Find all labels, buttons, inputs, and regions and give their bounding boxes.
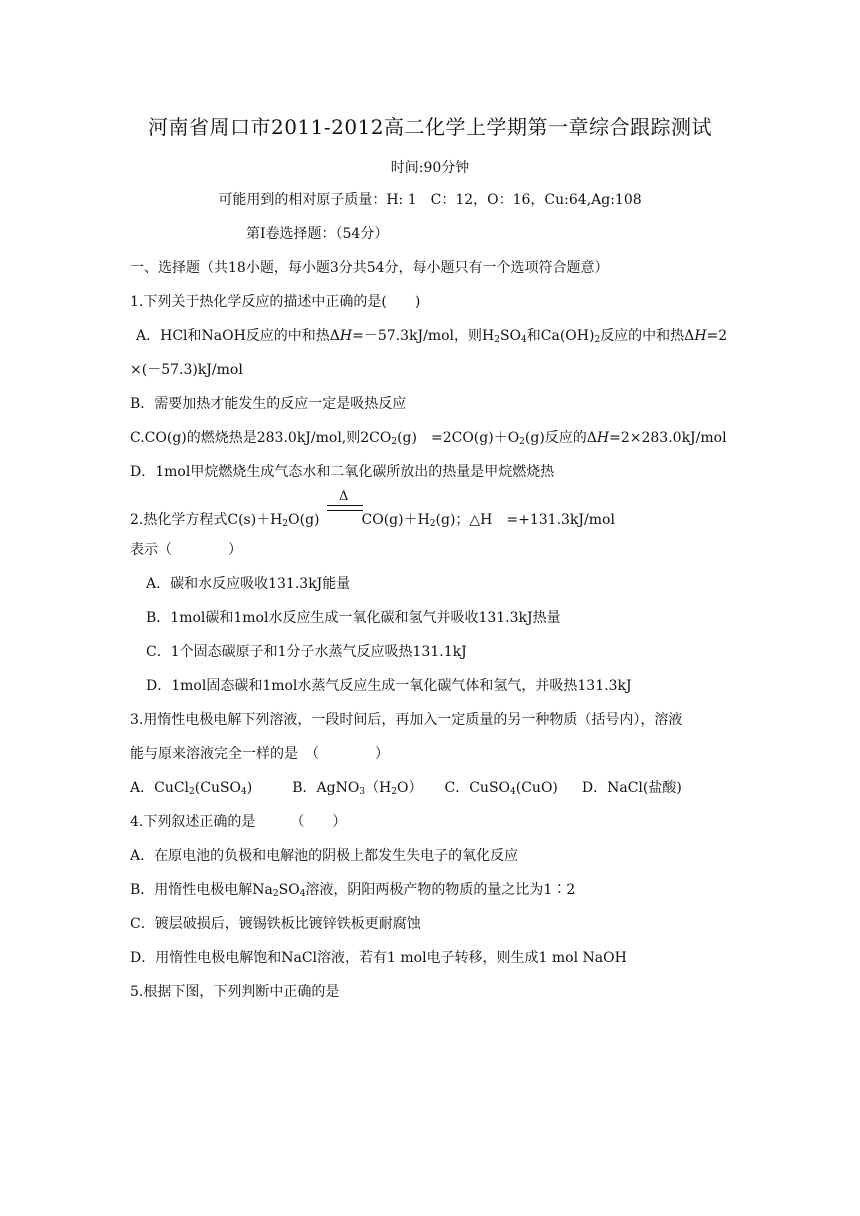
heat-condition-delta: Δ — [339, 489, 349, 504]
question-4-option-a: A．在原电池的负极和电解池的阴极上都发生失电子的氧化反应 — [130, 848, 519, 864]
atomic-mass-note: 可能用到的相对原子质量：H: 1 C：12，O：16，Cu:64,Ag:108 — [218, 192, 642, 208]
question-1-stem: 1.下列关于热化学反应的描述中正确的是( ) — [130, 294, 421, 310]
exam-time: 时间:90分钟 — [390, 160, 470, 176]
question-2-stem: 2.热化学方程式$C(s)+H_2O(g)$ $CO(g)+H_2(g)$；△H =+131.3kJ/mol — [130, 512, 615, 529]
question-2-option-d: D．1mol固态碳和1mol水蒸气反应生成一氧化碳气体和氢气，并吸热131.3kJ — [146, 678, 632, 694]
instructions: 一、选择题（共18小题，每小题3分共54分，每小题只有一个选项符合题意） — [130, 260, 609, 276]
question-2-option-b: B．1mol碳和1mol水反应生成一氧化碳和氢气并吸收131.3kJ热量 — [146, 610, 561, 626]
question-1-option-a-cont: ×(－57.3)kJ/mol — [130, 362, 243, 378]
question-3-option-c: C．CuSO$_4$(CuO) — [444, 780, 558, 797]
question-3-option-a: A．CuCl$_2$(CuSO$_4$) — [130, 780, 253, 797]
question-1-option-c: C.CO(g)的燃烧热是283.0kJ/mol,则$2CO_2(g)$ $=2CO(g)+O_2(g)$反应的ΔH=2×283.0kJ/mol — [130, 430, 727, 447]
question-3-stem: 3.用惰性电极电解下列溶液，一段时间后，再加入一定质量的另一种物质（括号内），溶液 — [130, 712, 683, 728]
question-4-option-b: B．用惰性电极电解$Na_2SO_4$溶液，阴阳两极产物的物质的量之比为1∶2 — [130, 882, 576, 899]
question-3-option-d: D．NaCl(盐酸) — [581, 780, 682, 796]
question-2-option-c: C．1个固态碳原子和1分子水蒸气反应吸热131.1kJ — [146, 644, 467, 660]
question-1-option-b: B．需要加热才能发生的反应一定是吸热反应 — [130, 396, 407, 412]
section-title: 第Ⅰ卷选择题：（54分） — [246, 226, 389, 242]
question-1-option-d: D．1mol甲烷燃烧生成气态水和二氧化碳所放出的热量是甲烷燃烧热 — [130, 464, 555, 480]
question-3-options — [130, 779, 682, 797]
question-1-option-a: A．HCl和NaOH反应的中和热ΔH=－57.3kJ/mol，则$H_2SO_4$和$Ca(OH)_2$反应的中和热ΔH=2 — [136, 328, 728, 345]
equation-double-line-top — [327, 505, 363, 506]
question-3-option-b: B．$AgNO_3(H_2O)$ — [292, 780, 423, 797]
question-4-option-c: C．镀层破损后，镀锡铁板比镀锌铁板更耐腐蚀 — [130, 916, 421, 932]
page-title: 河南省周口市2011-2012高二化学上学期第一章综合跟踪测试 — [147, 115, 713, 139]
question-5-stem: 5.根据下图，下列判断中正确的是 — [130, 984, 340, 1000]
question-3-stem-cont: 能与原来溶液完全一样的是 （ ） — [130, 746, 389, 762]
question-4-option-d: D．用惰性电极电解饱和NaCl溶液，若有1 mol电子转移，则生成1 mol NaOH — [130, 950, 627, 966]
question-2-option-a: A．碳和水反应吸收131.3kJ能量 — [146, 576, 351, 592]
question-2-stem-cont: 表示（ ） — [130, 542, 242, 558]
question-4-stem: 4.下列叙述正确的是 （ ） — [130, 814, 347, 830]
